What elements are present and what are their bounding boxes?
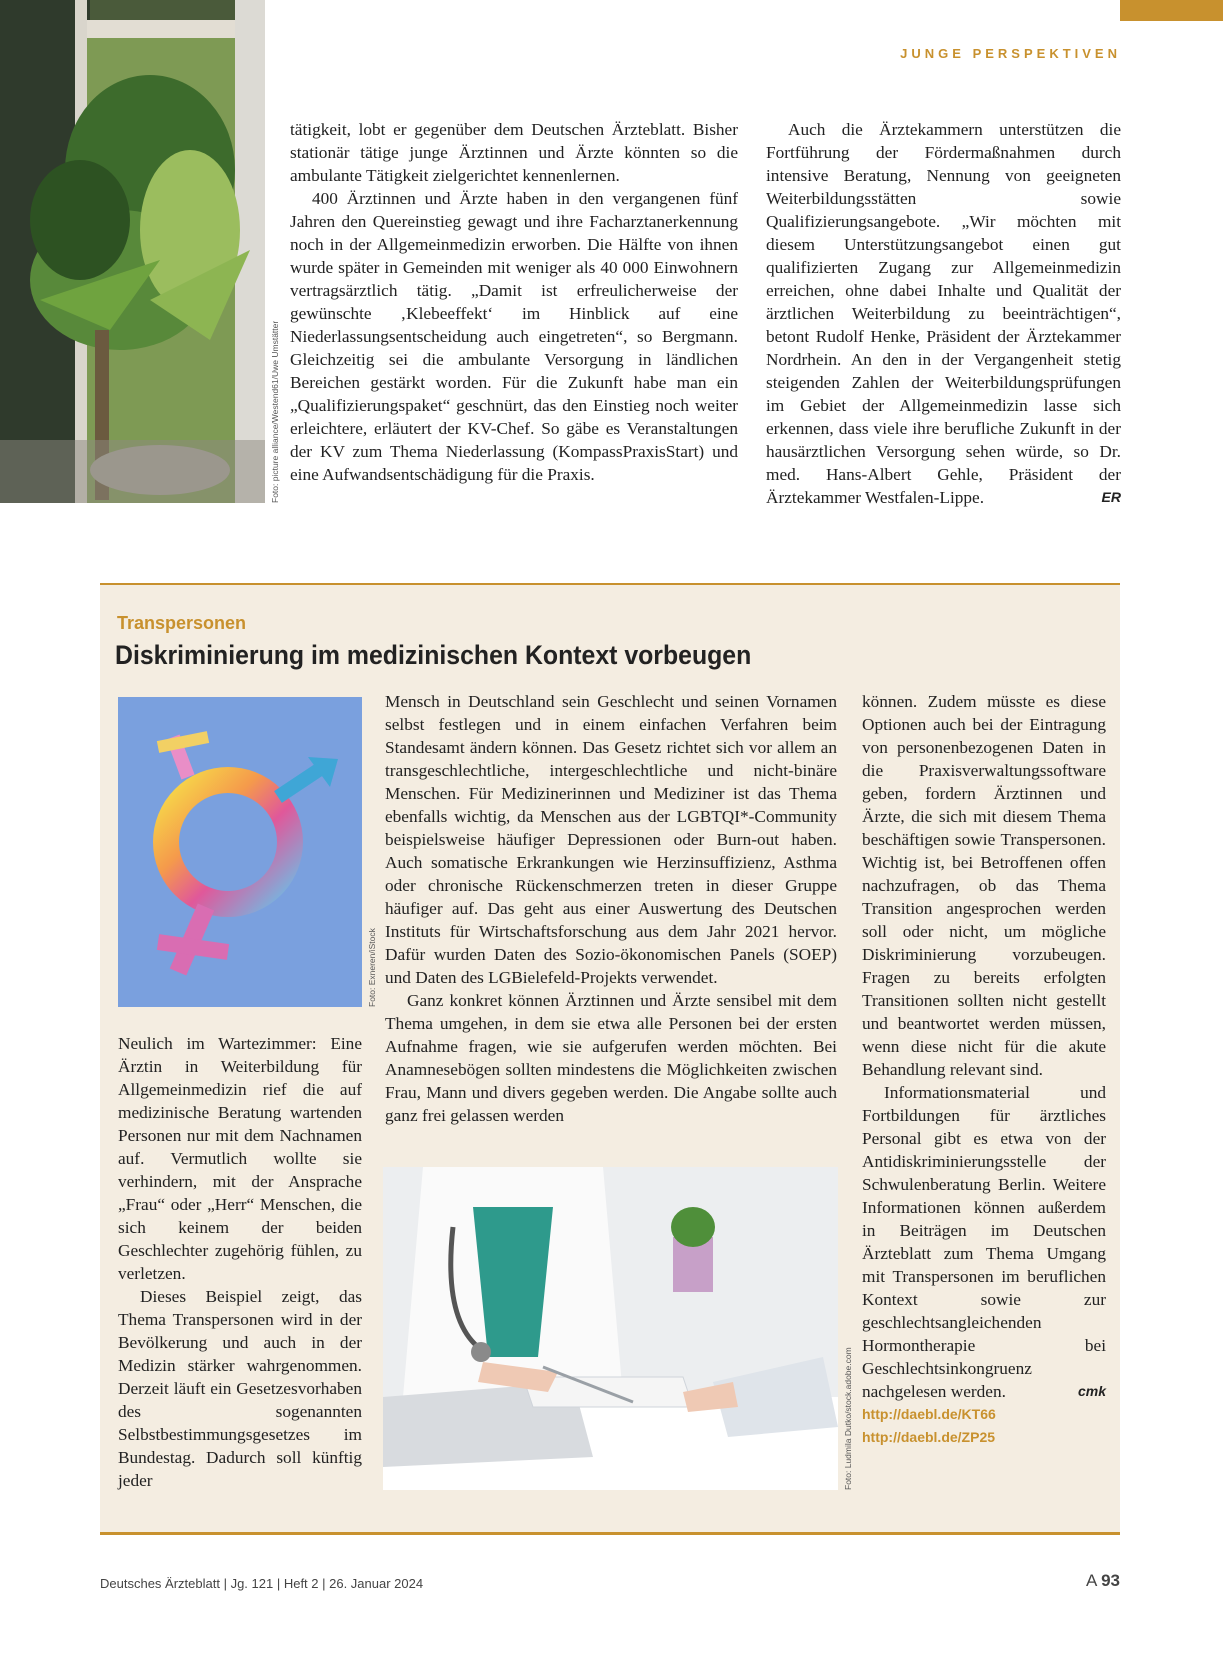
paragraph: Dieses Beispiel zeigt, das Thema Transpersonen wird in der Bevölkerung und auch in der Medizin stärker wahrgenommen. Derzeit läuft ein Gesetzesvorhaben des sogenannten Selbstbestimmungsgesetzes im Bundestag. Dadurch soll künftig jeder	[118, 1287, 362, 1490]
reference-link-1[interactable]: http://daebl.de/KT66	[862, 1406, 996, 1422]
paragraph: 400 Ärztinnen und Ärzte haben in den vergangenen fünf Jahren den Quereinstieg gewagt und ihre Facharztanerkennung noch in der Allgemeinmedizin erworben. Die Hälfte von ihnen wurde später in Gemeinden mit weniger als 40 000 Einwohnern vertragsärztlich tätig. „Damit ist erfreulicherweise der gewünschte ‚Klebeeffekt‘ im Hinblick auf eine Niederlassungsentscheidung auch eingetreten“, so Bergmann. Gleichzeitig sei die ambulante Versorgung in ländlichen Bereichen gestärkt worden. Für die Zukunft habe man ein „Qualifizierungspaket“ geschnürt, das den Einstieg noch weiter erleichtere, erläutert der KV-Chef. So gäbe es Veranstaltungen der KV zum Thema Niederlassung (KompassPraxisStart) und eine Aufwandsentschädigung für die Praxis.	[290, 189, 738, 484]
reference-link-2[interactable]: http://daebl.de/ZP25	[862, 1429, 996, 1445]
doctor-illustration	[383, 1167, 838, 1490]
box-kicker: Transpersonen	[117, 613, 247, 633]
box-column-3	[862, 690, 1106, 1449]
gender-symbol-image	[118, 697, 362, 1007]
plants-window-photo	[0, 0, 265, 503]
photo-credit: Foto: picture alliance/Westend61/Uwe Umstätter	[270, 320, 280, 503]
box-author-signature: cmk	[1077, 1383, 1106, 1399]
symbol-photo-credit: Foto: Exneren/iStock	[367, 928, 377, 1007]
footer-journal: Deutsches Ärzteblatt	[100, 1576, 220, 1591]
footer-date: 26. Januar 2024	[329, 1576, 424, 1591]
paragraph: Informationsmaterial und Fortbildungen für ärztliches Personal gibt es etwa von der Antidiskriminierungsstelle der Schwulenberatung Berlin. Weitere Informationen können außerdem in Beiträgen im Deutschen Ärzteblatt zum Thema Umgang mit Transpersonen im beruflichen Kontext sowie zur geschlechtsangleichenden Hormontherapie bei Geschlechtsinkongruenz nachgelesen werden.	[862, 1083, 1106, 1401]
doctor-writing-photo	[383, 1167, 838, 1490]
author-signature: ER	[1101, 489, 1121, 505]
top-article-column-2	[766, 118, 1121, 509]
paragraph: tätigkeit, lobt er gegenüber dem Deutschen Ärzteblatt. Bisher stationär tätige junge Ärztinnen und Ärzte könnten so die ambulante Tätigkeit zielgerichtet kennenlernen.	[290, 120, 738, 185]
top-article-column-1	[290, 118, 738, 486]
section-label: JUNGE PERSPEKTIVEN	[900, 46, 1121, 61]
corner-accent-bar	[1120, 0, 1223, 21]
doctor-photo-credit: Foto: Ludmila Dutko/stock.adobe.com	[843, 1347, 853, 1490]
page-number	[1086, 1571, 1120, 1591]
page-footer: Deutsches Ärzteblatt | Jg. 121 | Heft 2 | 26. Januar 2024	[100, 1576, 424, 1591]
box-headline: Diskriminierung im medizinischen Kontext vorbeugen	[115, 640, 752, 670]
box-column-1	[118, 1032, 362, 1492]
page-prefix: A	[1085, 1571, 1097, 1590]
paragraph: Mensch in Deutschland sein Geschlecht und seinen Vornamen selbst festlegen und in einem einfachen Verfahren beim Standesamt ändern können. Das Gesetz richtet sich vor allem an transgeschlechtliche, intergeschlechtliche und nicht-binäre Menschen. Für Medizinerinnen und Mediziner ist das Thema ebenfalls wichtig, da Menschen aus der LGBTQI*-Community beispielsweise häufiger Depressionen oder Burn-out haben. Auch somatische Erkrankungen wie Herzinsuffizienz, Asthma oder chronische Rückenschmerzen treten in dieser Gruppe häufiger auf. Das geht aus einer Auswertung des Deutschen Instituts für Wirtschaftsforschung aus dem Jahr 2021 hervor. Dafür wurden Daten des Sozio-ökonomischen Panels (SOEP) und Daten des LGBielefeld-Projekts verwendet.	[385, 692, 837, 987]
paragraph: Neulich im Wartezimmer: Eine Ärztin in Weiterbildung für Allgemeinmedizin rief die auf medizinische Beratung wartenden Personen nur mit dem Nachnamen auf. Vermutlich wollte sie verhindern, mit der Ansprache „Frau“ oder „Herr“ Menschen, die sich keinem der beiden Geschlechter zugehörig fühlen, zu verletzen.	[118, 1034, 362, 1283]
gender-symbol-illustration	[118, 697, 362, 1007]
page-number-value: 93	[1101, 1571, 1120, 1590]
footer-issue: Heft 2	[283, 1576, 319, 1591]
box-column-2	[385, 690, 837, 1127]
footer-volume: Jg. 121	[230, 1576, 274, 1591]
paragraph: können. Zudem müsste es diese Optionen auch bei der Eintragung von personenbezogenen Daten in die Praxisverwaltungssoftware geben, fordern Ärztinnen und Ärzte, die sich mit diesem Thema beschäftigen sowie Transpersonen. Wichtig ist, bei Betroffenen offen nachzufragen, ob das Thema Transition angesprochen werden soll oder nicht, um mögliche Diskriminierung vorzubeugen. Fragen zu bereits erfolgten Transitionen sollten nicht gestellt und beantwortet werden müssen, wenn diese nicht für die akute Behandlung relevant sind.	[862, 692, 1106, 1079]
photo-illustration	[0, 0, 265, 503]
paragraph: Ganz konkret können Ärztinnen und Ärzte sensibel mit dem Thema umgehen, in dem sie etwa alle Personen bei der ersten Aufnahme fragen, wie sie aufgerufen werden möchten. Bei Anamnesebögen sollten mindestens die Möglichkeiten zwischen Frau, Mann und divers gegeben werden. Die Angabe sollte auch ganz frei gelassen werden	[385, 991, 837, 1125]
paragraph: Auch die Ärztekammern unterstützen die Fortführung der Fördermaßnahmen durch intensive Beratung, Nennung von geeigneten Weiterbildungsstätten sowie Qualifizierungsangebote. „Wir möchten mit diesem Unterstützungsangebot einen gut qualifizierten Zugang zur Allgemeinmedizin erreichen, ohne dabei Inhalte und Qualität der ärztlichen Weiterbildung zu beeinträchtigen“, betont Rudolf Henke, Präsident der Ärztekammer Nordrhein. An den in der Vergangenheit stetig steigenden Zahlen der Weiterbildungsprüfungen im Gebiet der Allgemeinmedizin lasse sich erkennen, dass viele ihre berufliche Zukunft in der hausärztlichen Versorgung sehen würde, so Dr. med. Hans-Albert Gehle, Präsident der Ärztekammer Westfalen-Lippe.	[766, 120, 1121, 507]
